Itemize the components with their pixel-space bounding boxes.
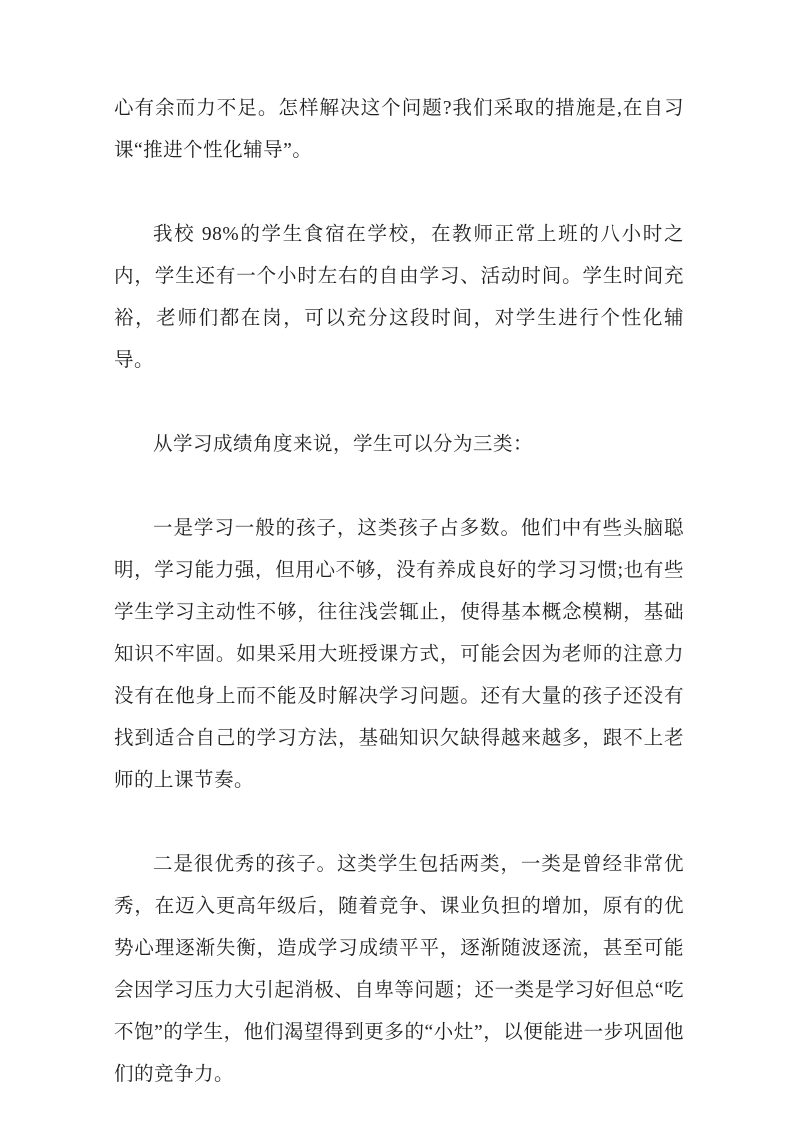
paragraph: 二是很优秀的孩子。这类学生包括两类，一类是曾经非常优秀，在迈入更高年级后，随着竞争、课业负担的增加，原有的优势心理逐渐失衡，造成学习成绩平平，逐渐随波逐流，甚至可能会因学习压力大引起消极、自卑等问题；还一类是学习好但总“吃不饱”的学生，他们渴望得到更多的“小灶”，以便能进一步巩固他们的竞争力。 bbox=[114, 854, 684, 1085]
paragraph: 从学习成绩角度来说，学生可以分为三类： bbox=[153, 434, 534, 455]
paragraph: 心有余而力不足。怎样解决这个问题?我们采取的措施是,在自习课“推进个性化辅导”。 bbox=[114, 98, 684, 161]
paragraph: 我校 98%的学生食宿在学校，在教师正常上班的八小时之内，学生还有一个小时左右的自由学习、活动时间。学生时间充裕，老师们都在岗，可以充分这段时间，对学生进行个性化辅导。 bbox=[114, 224, 684, 371]
paragraph: 一是学习一般的孩子，这类孩子占多数。他们中有些头脑聪明，学习能力强，但用心不够，没有养成良好的学习习惯;也有些学生学习主动性不够，往往浅尝辄止，使得基本概念模糊，基础知识不牢固。如果采用大班授课方式，可能会因为老师的注意力没有在他身上而不能及时解决学习问题。还有大量的孩子还没有找到适合自己的学习方法，基础知识欠缺得越来越多，跟不上老师的上课节奏。 bbox=[114, 518, 684, 791]
document-text-block bbox=[114, 88, 684, 1122]
